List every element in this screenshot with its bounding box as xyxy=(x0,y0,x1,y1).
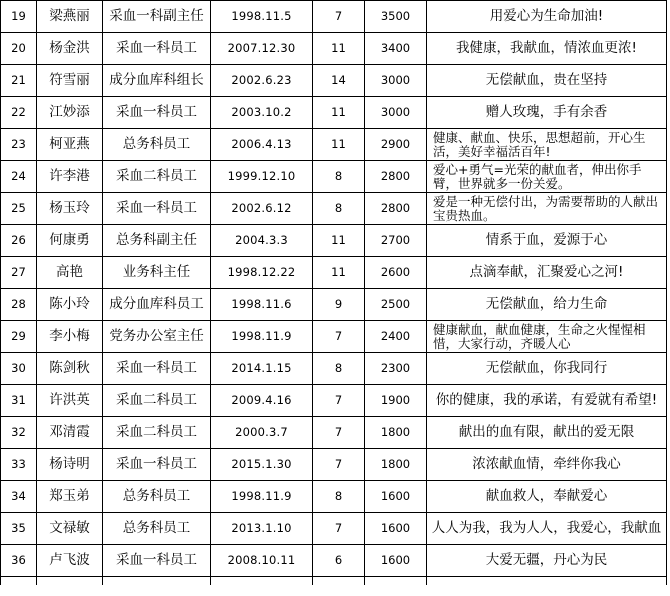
row-number: 28 xyxy=(1,289,37,321)
donation-volume: 3000 xyxy=(365,65,427,97)
donation-volume: 3500 xyxy=(365,1,427,33)
donor-name: 郑玉弟 xyxy=(37,481,103,513)
table-cell xyxy=(365,577,427,586)
first-donation-date: 1998.11.5 xyxy=(211,1,313,33)
donation-count: 8 xyxy=(313,193,365,225)
donor-position: 采血一科员工 xyxy=(103,97,211,129)
table-cell xyxy=(103,577,211,586)
table-row xyxy=(1,129,667,161)
donation-count: 8 xyxy=(313,353,365,385)
first-donation-date: 2014.1.15 xyxy=(211,353,313,385)
table-row xyxy=(1,65,667,97)
donor-position: 总务科副主任 xyxy=(103,225,211,257)
donation-count: 7 xyxy=(313,513,365,545)
donor-position: 采血一科员工 xyxy=(103,353,211,385)
table-row xyxy=(1,33,667,65)
table-row xyxy=(1,353,667,385)
donor-motto: 无偿献血，你我同行 xyxy=(427,353,667,385)
donor-name: 杨金洪 xyxy=(37,33,103,65)
donor-motto: 爱心+勇气=光荣的献血者，伸出你手臂，世界就多一份关爱。 xyxy=(427,161,667,193)
donor-name: 杨玉玲 xyxy=(37,193,103,225)
row-number: 31 xyxy=(1,385,37,417)
first-donation-date: 1998.12.22 xyxy=(211,257,313,289)
row-number: 30 xyxy=(1,353,37,385)
row-number: 35 xyxy=(1,513,37,545)
donor-motto: 健康献血，献血健康，生命之火惺惺相惜，大家行动，齐暖人心 xyxy=(427,321,667,353)
table-cell xyxy=(427,577,667,586)
donor-position: 总务科员工 xyxy=(103,513,211,545)
donation-volume: 3000 xyxy=(365,97,427,129)
row-number: 29 xyxy=(1,321,37,353)
donor-position: 党务办公室主任 xyxy=(103,321,211,353)
table-row xyxy=(1,97,667,129)
donor-motto: 无偿献血，贵在坚持 xyxy=(427,65,667,97)
donor-motto: 献出的血有限，献出的爱无限 xyxy=(427,417,667,449)
donor-position: 总务科员工 xyxy=(103,481,211,513)
donation-count: 8 xyxy=(313,161,365,193)
row-number: 22 xyxy=(1,97,37,129)
donation-count: 11 xyxy=(313,97,365,129)
row-number: 20 xyxy=(1,33,37,65)
donor-name: 文禄敏 xyxy=(37,513,103,545)
table-row xyxy=(1,225,667,257)
donor-name: 梁燕丽 xyxy=(37,1,103,33)
donor-position: 采血一科员工 xyxy=(103,193,211,225)
donor-position: 采血二科员工 xyxy=(103,385,211,417)
donor-position: 采血二科员工 xyxy=(103,417,211,449)
donation-count: 11 xyxy=(313,225,365,257)
first-donation-date: 2004.3.3 xyxy=(211,225,313,257)
first-donation-date: 2013.1.10 xyxy=(211,513,313,545)
donor-name: 高艳 xyxy=(37,257,103,289)
donor-name: 卢飞波 xyxy=(37,545,103,577)
donor-position: 成分血库科组长 xyxy=(103,65,211,97)
first-donation-date: 2003.10.2 xyxy=(211,97,313,129)
donor-motto: 大爱无疆，丹心为民 xyxy=(427,545,667,577)
donation-volume: 2400 xyxy=(365,321,427,353)
donation-count: 9 xyxy=(313,289,365,321)
donor-name: 李小梅 xyxy=(37,321,103,353)
first-donation-date: 2000.3.7 xyxy=(211,417,313,449)
donor-position: 采血一科员工 xyxy=(103,449,211,481)
donation-volume: 2600 xyxy=(365,257,427,289)
donation-volume: 1800 xyxy=(365,449,427,481)
donor-name: 杨诗明 xyxy=(37,449,103,481)
donation-count: 7 xyxy=(313,385,365,417)
table-row xyxy=(1,545,667,577)
donor-motto: 健康、献血、快乐，思想超前，开心生活，美好幸福活百年! xyxy=(427,129,667,161)
table-cell xyxy=(211,577,313,586)
donor-motto: 你的健康，我的承诺，有爱就有希望! xyxy=(427,385,667,417)
donation-volume: 2700 xyxy=(365,225,427,257)
donation-volume: 3400 xyxy=(365,33,427,65)
donor-motto: 人人为我，我为人人，我爱心，我献血 xyxy=(427,513,667,545)
first-donation-date: 2006.4.13 xyxy=(211,129,313,161)
donor-name: 柯亚燕 xyxy=(37,129,103,161)
donor-position: 采血二科员工 xyxy=(103,161,211,193)
donor-name: 邓清霞 xyxy=(37,417,103,449)
row-number: 19 xyxy=(1,1,37,33)
donor-motto: 浓浓献血情，牵绊你我心 xyxy=(427,449,667,481)
table-row xyxy=(1,161,667,193)
donation-volume: 1600 xyxy=(365,513,427,545)
donation-volume: 2800 xyxy=(365,193,427,225)
row-number: 34 xyxy=(1,481,37,513)
donor-name: 符雪丽 xyxy=(37,65,103,97)
table-cell xyxy=(313,577,365,586)
first-donation-date: 2002.6.12 xyxy=(211,193,313,225)
donation-count: 8 xyxy=(313,481,365,513)
donor-name: 陈小玲 xyxy=(37,289,103,321)
donation-volume: 2900 xyxy=(365,129,427,161)
table-row xyxy=(1,385,667,417)
donation-volume: 2300 xyxy=(365,353,427,385)
first-donation-date: 2008.10.11 xyxy=(211,545,313,577)
donor-motto: 无偿献血，给力生命 xyxy=(427,289,667,321)
donor-name: 许李港 xyxy=(37,161,103,193)
donation-count: 7 xyxy=(313,321,365,353)
donation-count: 7 xyxy=(313,449,365,481)
table-row xyxy=(1,289,667,321)
donor-motto: 点滴奉献，汇聚爱心之河! xyxy=(427,257,667,289)
donor-name: 许洪英 xyxy=(37,385,103,417)
donation-volume: 2500 xyxy=(365,289,427,321)
table-row xyxy=(1,321,667,353)
donor-motto: 我健康，我献血，情浓血更浓! xyxy=(427,33,667,65)
donor-name: 陈剑秋 xyxy=(37,353,103,385)
donation-count: 7 xyxy=(313,417,365,449)
donation-count: 7 xyxy=(313,1,365,33)
row-number: 25 xyxy=(1,193,37,225)
row-number: 24 xyxy=(1,161,37,193)
donor-motto: 情系于血，爱源于心 xyxy=(427,225,667,257)
donor-motto: 用爱心为生命加油! xyxy=(427,1,667,33)
table-row xyxy=(1,513,667,545)
donor-motto: 爱是一种无偿付出，为需要帮助的人献出宝贵热血。 xyxy=(427,193,667,225)
first-donation-date: 2002.6.23 xyxy=(211,65,313,97)
donor-position: 采血一科员工 xyxy=(103,545,211,577)
donation-count: 11 xyxy=(313,129,365,161)
table-row xyxy=(1,449,667,481)
row-number: 33 xyxy=(1,449,37,481)
table-row xyxy=(1,193,667,225)
row-number: 21 xyxy=(1,65,37,97)
first-donation-date: 2009.4.16 xyxy=(211,385,313,417)
donation-count: 14 xyxy=(313,65,365,97)
table-cell xyxy=(37,577,103,586)
donor-position: 成分血库科员工 xyxy=(103,289,211,321)
donation-volume: 2800 xyxy=(365,161,427,193)
donor-name: 何康勇 xyxy=(37,225,103,257)
table-row xyxy=(1,417,667,449)
table-row xyxy=(1,257,667,289)
donation-volume: 1600 xyxy=(365,481,427,513)
first-donation-date: 1998.11.9 xyxy=(211,481,313,513)
row-number: 27 xyxy=(1,257,37,289)
donor-position: 总务科员工 xyxy=(103,129,211,161)
donor-name: 江妙添 xyxy=(37,97,103,129)
row-number: 26 xyxy=(1,225,37,257)
donation-count: 11 xyxy=(313,33,365,65)
table-cell xyxy=(1,577,37,586)
first-donation-date: 1999.12.10 xyxy=(211,161,313,193)
donor-table-body xyxy=(1,0,667,585)
donation-count: 6 xyxy=(313,545,365,577)
first-donation-date: 2007.12.30 xyxy=(211,33,313,65)
row-number: 32 xyxy=(1,417,37,449)
first-donation-date: 1998.11.6 xyxy=(211,289,313,321)
table-row xyxy=(1,481,667,513)
row-number: 23 xyxy=(1,129,37,161)
donation-volume: 1600 xyxy=(365,545,427,577)
donation-count: 11 xyxy=(313,257,365,289)
first-donation-date: 1998.11.9 xyxy=(211,321,313,353)
donor-position: 采血一科员工 xyxy=(103,33,211,65)
table-row-partial-bottom xyxy=(1,577,667,586)
donation-volume: 1800 xyxy=(365,417,427,449)
donor-position: 采血一科副主任 xyxy=(103,1,211,33)
first-donation-date: 2015.1.30 xyxy=(211,449,313,481)
donor-motto: 赠人玫瑰，手有余香 xyxy=(427,97,667,129)
donor-position: 业务科主任 xyxy=(103,257,211,289)
donation-volume: 1900 xyxy=(365,385,427,417)
row-number: 36 xyxy=(1,545,37,577)
donor-motto: 献血救人，奉献爱心 xyxy=(427,481,667,513)
table-row xyxy=(1,1,667,33)
